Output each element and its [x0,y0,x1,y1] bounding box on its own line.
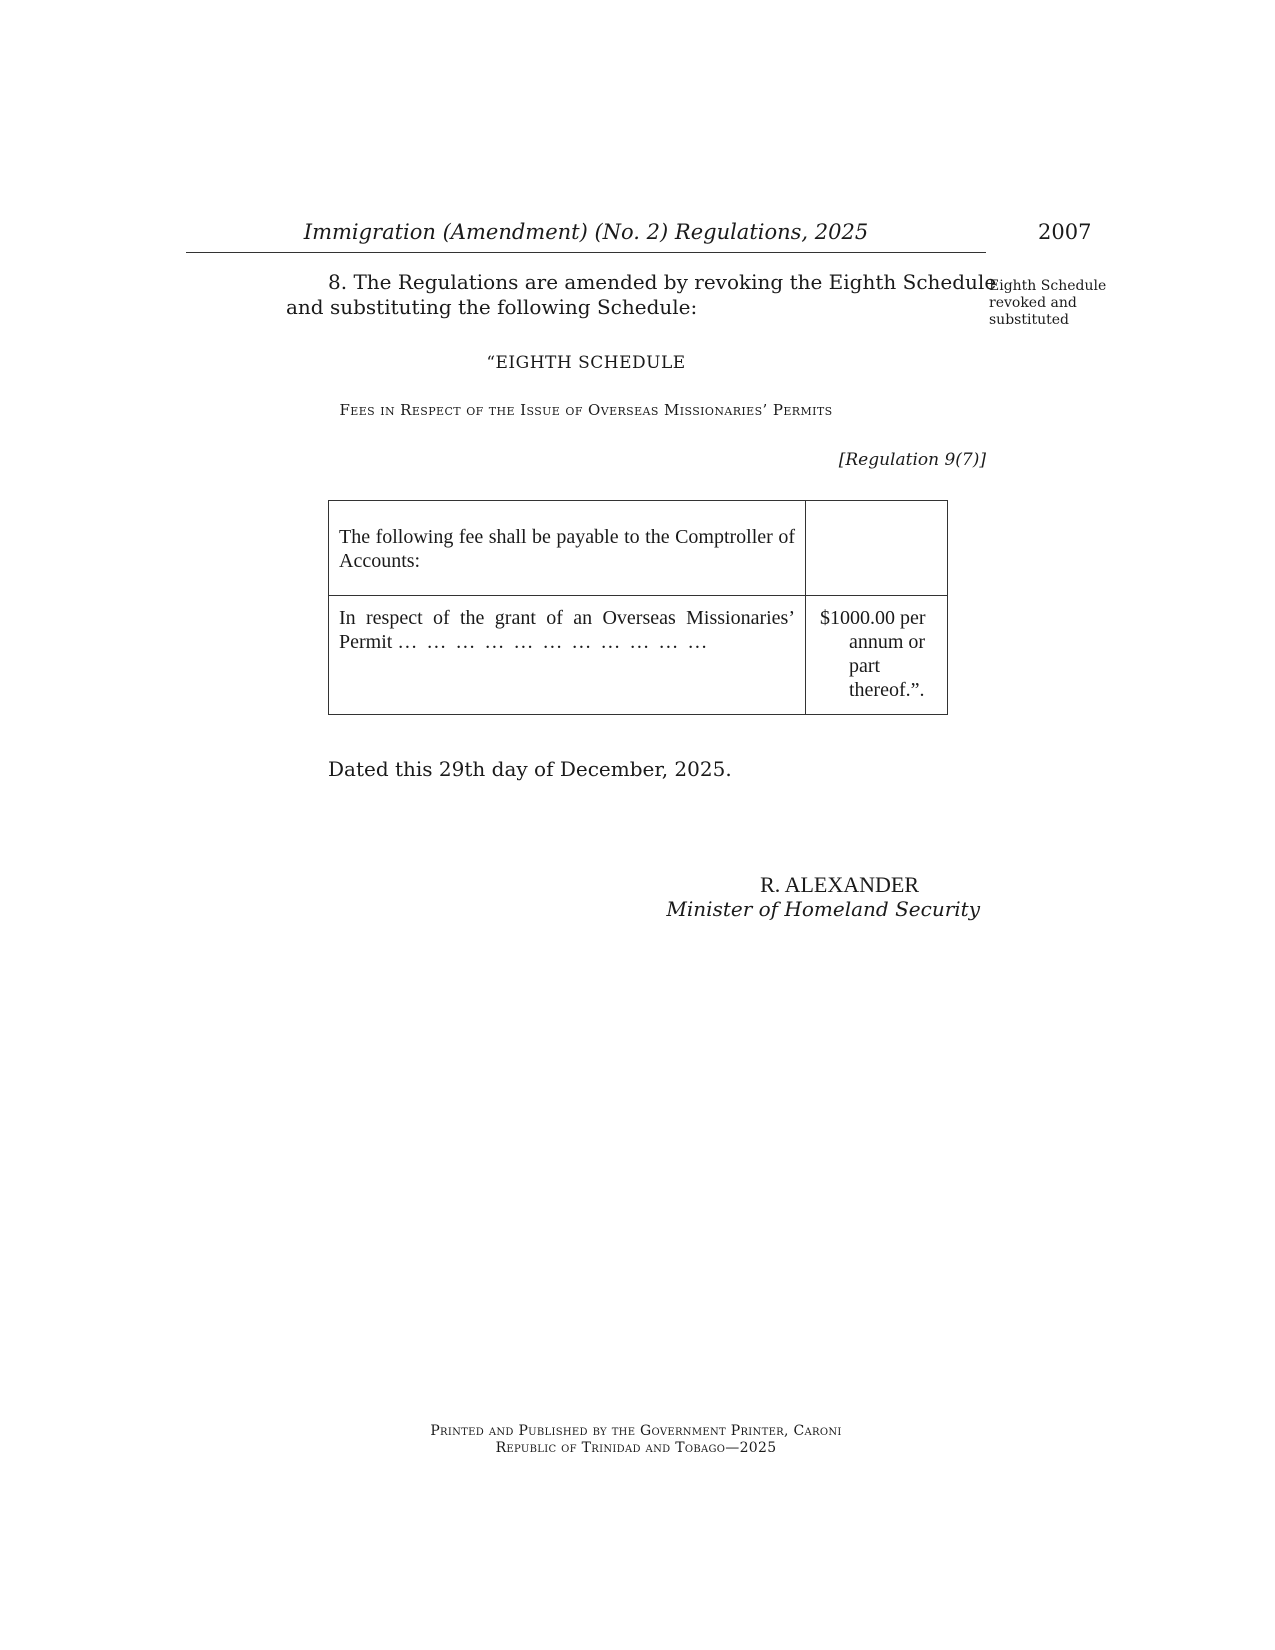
printer-footer [186,1423,1086,1457]
running-header-title: Immigration (Amendment) (No. 2) Regulations, 2025 [303,220,869,244]
fee-description-cell [329,596,806,715]
regulation-reference: [Regulation 9(7)] [838,450,986,470]
fee-amount-cell [806,501,948,596]
table-row [329,501,948,596]
fee-amount-line-4: thereof.”. [849,679,925,701]
paragraph-line-2: and substituting the following Schedule: [286,295,698,319]
date-line: Dated this 29th day of December, 2025. [328,757,732,781]
amendment-paragraph [286,270,997,320]
fee-amount-line-3: part [849,655,881,677]
fee-table [328,500,948,715]
fee-description-cell: The following fee shall be payable to the Comptroller of Accounts: [329,501,806,596]
schedule-title: “EIGHTH SCHEDULE [486,353,686,373]
signatory-name: R. ALEXANDER [760,872,919,897]
marginal-note-line-1: Eighth Schedule [989,278,1107,294]
footer-line-1: Printed and Published by the Government Printer, Caroni [430,1423,842,1439]
marginal-note [989,278,1129,329]
signatory-title: Minister of Homeland Security [666,897,980,921]
marginal-note-line-3: substituted [989,312,1069,328]
fee-amount-line-2: annum or [849,631,926,653]
fee-amount-line-1: $1000.00 per [820,607,926,629]
schedule-subtitle: Fees in Respect of the Issue of Overseas Missionaries’ Permits [339,401,833,419]
paragraph-line-1: 8. The Regulations are amended by revoking the Eighth Schedule [328,270,997,294]
footer-line-2: Republic of Trinidad and Tobago—2025 [495,1440,777,1456]
permit-description: In respect of the grant of an Overseas Missionaries’ Permit [339,607,795,653]
marginal-note-line-2: revoked and [989,295,1077,311]
fee-amount-cell [806,596,948,715]
page-number: 2007 [1038,220,1092,244]
header-divider [186,252,986,253]
table-row [329,596,948,715]
leader-dots: … … … … … … … … … … … [397,631,710,653]
